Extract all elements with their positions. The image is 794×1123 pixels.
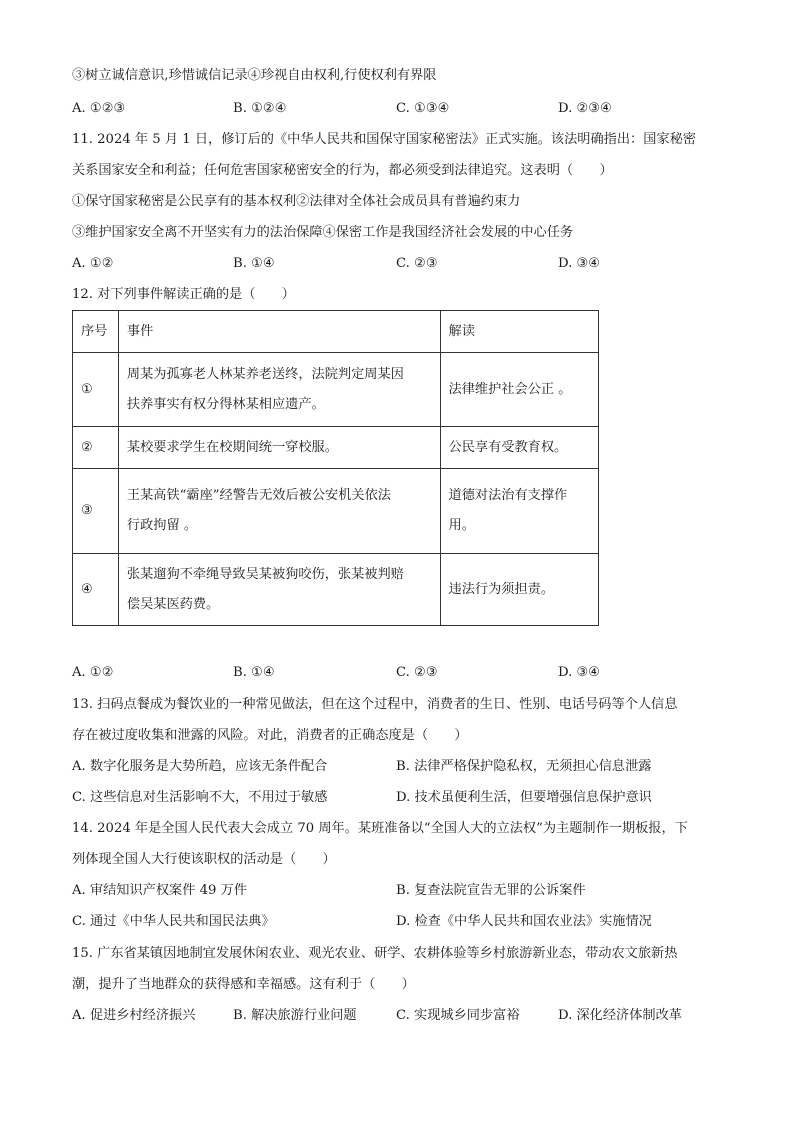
q14-option-d[interactable]: D. 检查《中华人民共和国农业法》实施情况 [396, 914, 652, 929]
header-number: 序号 [73, 311, 119, 353]
q11-items-line2: ③维护国家安全离不开坚实有力的法治保障④保密工作是我国经济社会发展的中心任务 [72, 225, 574, 240]
event-line: 扶养事实有权分得林某相应遗产。 [126, 396, 325, 412]
q11-option-a[interactable]: A. ①② [72, 256, 114, 271]
table-header-row [73, 311, 599, 353]
header-event: 事件 [118, 311, 440, 353]
q14-option-c[interactable]: C. 通过《中华人民共和国民法典》 [72, 914, 275, 929]
event-line: 张某遛狗不牵绳导致吴某被狗咬伤，张某被判赔 [126, 566, 404, 582]
row-reading [440, 469, 598, 554]
row-reading [440, 554, 598, 626]
q15-option-c[interactable]: C. 实现城乡同步富裕 [396, 1008, 520, 1023]
row-number: ③ [73, 469, 119, 554]
event-line: 偿吴某医药费。 [126, 596, 220, 612]
q15-option-b[interactable]: B. 解决旅游行业问题 [233, 1008, 357, 1023]
q12-table [72, 310, 599, 626]
reading-line: 用。 [448, 518, 475, 533]
q13-stem-line1: 13. 扫码点餐成为餐饮业的一种常见做法，但在这个过程中，消费者的生日、性别、电话号码等个人信息 [72, 697, 678, 712]
q13-option-a[interactable]: A. 数字化服务是大势所趋，应该无条件配合 [72, 759, 328, 774]
q12-option-b[interactable]: B. ①④ [233, 665, 275, 680]
q15-stem-line1: 15. 广东省某镇因地制宜发展休闲农业、观光农业、研学、农耕体验等乡村旅游新业态，带动农文旅新热 [72, 946, 678, 961]
q11-items-line1: ①保守国家秘密是公民享有的基本权利②法律对全体社会成员具有普遍约束力 [72, 194, 521, 209]
q11-stem-line1: 11. 2024 年 5 月 1 日，修订后的《中华人民共和国保守国家秘密法》正式实施。该法明确指出：国家秘密 [72, 132, 696, 147]
header-reading: 解读 [440, 311, 598, 353]
q13-option-c[interactable]: C. 这些信息对生活影响不大，不用过于敏感 [72, 790, 328, 805]
table-row [73, 427, 599, 469]
q12-option-a[interactable]: A. ①② [72, 665, 114, 680]
row-reading [440, 353, 598, 427]
row-event [118, 353, 440, 427]
q11-stem-line2: 关系国家安全和利益；任何危害国家秘密安全的行为，都必须受到法律追究。这表明（ ） [72, 163, 613, 178]
q10-option-d[interactable]: D. ②③④ [558, 101, 612, 116]
q14-option-a[interactable]: A. 审结知识产权案件 49 万件 [72, 883, 247, 898]
q12-option-c[interactable]: C. ②③ [396, 665, 438, 680]
q14-option-b[interactable]: B. 复查法院宣告无罪的公诉案件 [396, 883, 586, 898]
row-event [118, 427, 440, 469]
row-number: ① [73, 353, 119, 427]
q14-stem-line2: 列体现全国人大行使该职权的活动是（ ） [72, 852, 336, 867]
q15-option-d[interactable]: D. 深化经济体制改革 [558, 1008, 682, 1023]
q15-option-a[interactable]: A. 促进乡村经济振兴 [72, 1008, 196, 1023]
q10-option-b[interactable]: B. ①②④ [233, 101, 287, 116]
q15-stem-line2: 潮，提升了当地群众的获得感和幸福感。这有利于（ ） [72, 977, 415, 992]
q13-option-d[interactable]: D. 技术虽便利生活，但要增强信息保护意识 [396, 790, 652, 805]
q12-option-d[interactable]: D. ③④ [558, 665, 601, 680]
event-line: 某校要求学生在校期间统一穿校服。 [126, 439, 338, 455]
reading-line: 公民享有受教育权。 [448, 439, 568, 455]
table-row [73, 469, 599, 554]
q10-option-a[interactable]: A. ①②③ [72, 101, 126, 116]
q12-stem: 12. 对下列事件解读正确的是（ ） [72, 287, 295, 302]
q10-items-line: ③树立诚信意识,珍惜诚信记录④珍视自由权利,行使权利有界限 [72, 68, 437, 83]
event-line: 行政拘留 。 [126, 518, 198, 533]
q14-stem-line1: 14. 2024 年是全国人民代表大会成立 70 周年。某班准备以“全国人大的立法权”为主题制作一期板报，下 [72, 821, 688, 836]
q11-option-d[interactable]: D. ③④ [558, 256, 601, 271]
q10-option-c[interactable]: C. ①③④ [396, 101, 450, 116]
table-row [73, 554, 599, 626]
q11-option-b[interactable]: B. ①④ [233, 256, 275, 271]
reading-line: 违法行为须担责。 [448, 581, 555, 597]
q11-option-c[interactable]: C. ②③ [396, 256, 438, 271]
row-number: ④ [73, 554, 119, 626]
row-event [118, 469, 440, 554]
row-event [118, 554, 440, 626]
row-reading [440, 427, 598, 469]
event-line: 周某为孤寡老人林某养老送终，法院判定周某因 [126, 366, 404, 382]
reading-line: 道德对法治有支撑作 [448, 488, 568, 503]
table-row [73, 353, 599, 427]
row-number: ② [73, 427, 119, 469]
reading-line: 法律维护社会公正 。 [448, 381, 572, 397]
q13-stem-line2: 存在被过度收集和泄露的风险。对此，消费者的正确态度是（ ） [72, 728, 468, 743]
q13-option-b[interactable]: B. 法律严格保护隐私权，无须担心信息泄露 [396, 759, 652, 774]
event-line: 王某高铁“霸座”经警告无效后被公安机关依法 [126, 488, 391, 503]
